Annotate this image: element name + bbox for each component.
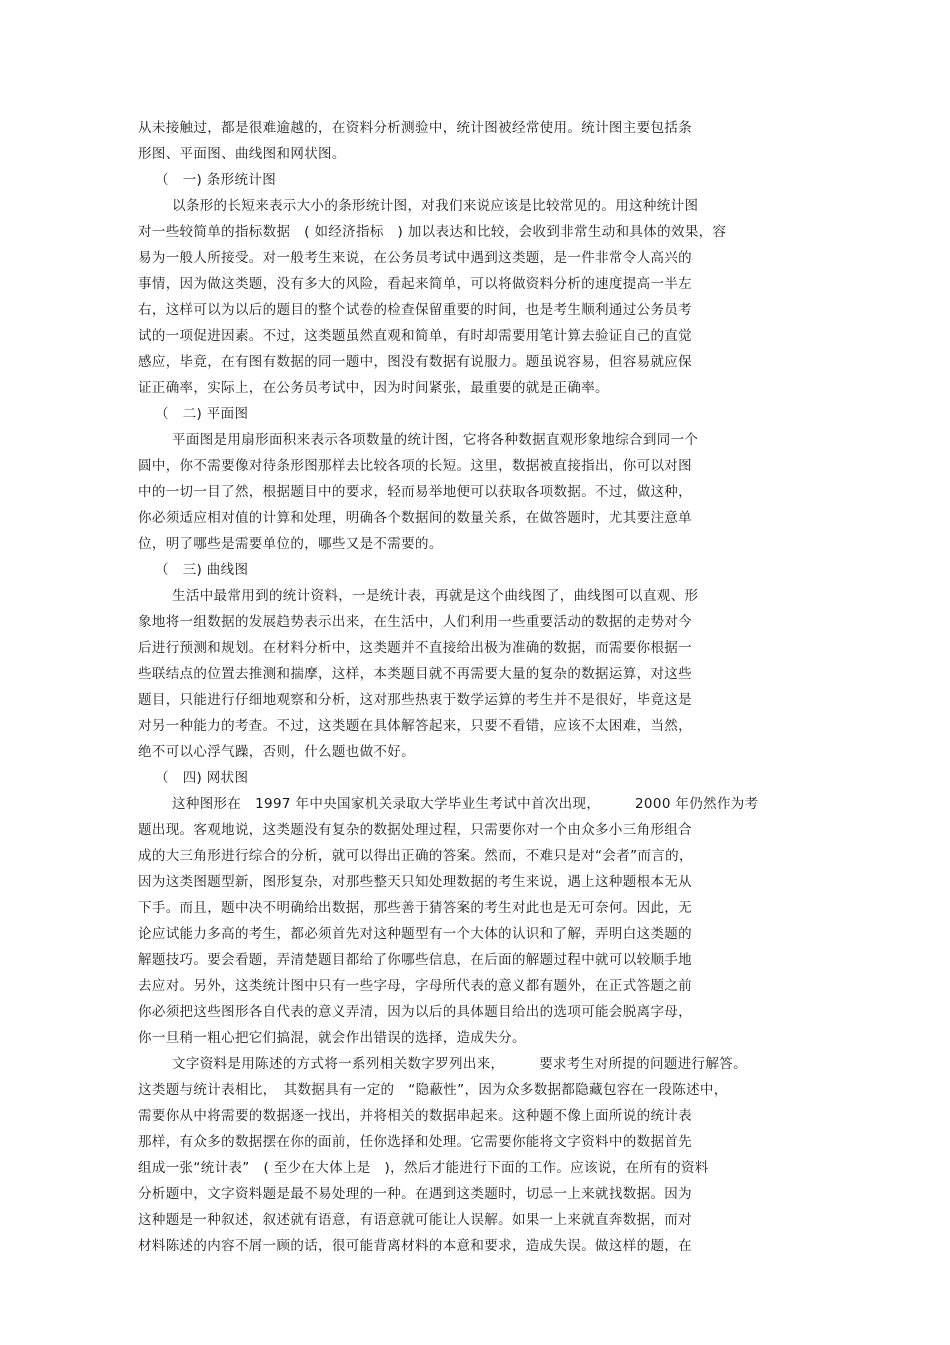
text-line: 证正确率，实际上，在公务员考试中，因为时间紧张，最重要的就是正确率。 <box>138 380 609 396</box>
text-line: 从未接触过，都是很难逾越的，在资料分析测验中，统计图被经常使用。统计图主要包括条 <box>138 120 692 136</box>
text-line: 题出现。客观地说，这类题没有复杂的数据处理过程，只需要你对一个由众多小三角形组合 <box>138 822 692 838</box>
text-line: 去应对。另外，这类统计图中只有一些字母，字母所代表的意义都有题外，在正式答题之前 <box>138 978 692 994</box>
text-line: 绝不可以心浮气躁，否则，什么题也做不好。 <box>138 744 415 760</box>
text-line: 感应，毕竟，在有图有数据的同一题中，图没有数据有说服力。题虽说容易，但容易就应保 <box>138 354 692 370</box>
text-line: 对一些较简单的指标数据 ( 如经济指标 ) 加以表达和比较，会收到非常生动和具体的效果，容 <box>138 224 727 240</box>
text-line: 试的一项促进因素。不过，这类题虽然直观和简单，有时却需要用笔计算去验证自己的直觉 <box>138 328 692 344</box>
paragraph-first-line: 平面图是用扇形面积来表示各项数量的统计图，它将各种数据直观形象地综合到同一个 <box>172 432 699 448</box>
text-line: 材料陈述的内容不屑一顾的话，很可能背离材料的本意和要求，造成失误。做这样的题，在 <box>138 1238 692 1254</box>
section-heading: （ 一) 条形统计图 <box>155 172 277 188</box>
section-heading: （ 四) 网状图 <box>155 770 249 786</box>
text-line: 易为一般人所接受。对一般考生来说，在公务员考试中遇到这类题，是一件非常令人高兴的 <box>138 250 692 266</box>
section-heading: （ 三) 曲线图 <box>155 562 249 578</box>
text-line: 后进行预测和规划。在材料分析中，这类题并不直接给出极为准确的数据，而需要你根据一 <box>138 640 692 656</box>
paragraph-first-line: 文字资料是用陈述的方式将一系列相关数字罗列出来， 要求考生对所提的问题进行解答。 <box>172 1056 747 1072</box>
text-line: 成的大三角形进行综合的分析，就可以得出正确的答案。然而，不难只是对“会者”而言的， <box>138 848 693 864</box>
text-line: 你一旦稍一粗心把它们搞混，就会作出错误的选择，造成失分。 <box>138 1030 526 1046</box>
text-line: 右，这样可以为以后的题目的整个试卷的检查保留重要的时间，也是考生顺利通过公务员考 <box>138 302 692 318</box>
section-heading: （ 二) 平面图 <box>155 406 249 422</box>
paragraph-first-line: 生活中最常用到的统计资料，一是统计表，再就是这个曲线图了，曲线图可以直观、形 <box>172 588 699 604</box>
text-line: 下手。而且，题中决不明确给出数据，那些善于猜答案的考生对此也是无可奈何。因此，无 <box>138 900 692 916</box>
text-line: 分析题中，文字资料题是最不易处理的一种。在遇到这类题时，切忌一上来就找数据。因为 <box>138 1186 692 1202</box>
text-line: 你必须适应相对值的计算和处理，明确各个数据间的数量关系，在做答题时，尤其要注意单 <box>138 510 692 526</box>
text-line: 解题技巧。要会看题，弄清楚题目都给了你哪些信息，在后面的解题过程中就可以较顺手地 <box>138 952 692 968</box>
text-line: 那样，有众多的数据摆在你的面前，任你选择和处理。它需要你能将文字资料中的数据首先 <box>138 1134 692 1150</box>
text-line: 这种题是一种叙述，叙述就有语意，有语意就可能让人误解。如果一上来就直奔数据，而对 <box>138 1212 692 1228</box>
text-line: 中的一切一目了然，根据题目中的要求，轻而易举地便可以获取各项数据。不过，做这种， <box>138 484 692 500</box>
text-line: 些联结点的位置去推测和揣摩，这样，本类题目就不再需要大量的复杂的数据运算，对这些 <box>138 666 692 682</box>
paragraph-first-line: 以条形的长短来表示大小的条形统计图，对我们来说应该是比较常见的。用这种统计图 <box>172 198 699 214</box>
text-line: 圆中，你不需要像对待条形图那样去比较各项的长短。这里，数据被直接指出，你可以对图 <box>138 458 692 474</box>
text-line: 题目，只能进行仔细地观察和分析，这对那些热衷于数学运算的考生并不是很好，毕竟这是 <box>138 692 692 708</box>
text-line: 论应试能力多高的考生，都必须首先对这种题型有一个大体的认识和了解，弄明白这类题的 <box>138 926 692 942</box>
text-line: 因为这类图题型新，图形复杂，对那些整天只知处理数据的考生来说，遇上这种题根本无从 <box>138 874 692 890</box>
text-line: 你必须把这些图形各自代表的意义弄清，因为以后的具体题目给出的选项可能会脱离字母， <box>138 1004 692 1020</box>
text-line: 事情，因为做这类题，没有多大的风险，看起来简单，可以将做资料分析的速度提高一半左 <box>138 276 692 292</box>
text-line: 象地将一组数据的发展趋势表示出来，在生活中，人们利用一些重要活动的数据的走势对今 <box>138 614 692 630</box>
text-line: 对另一种能力的考查。不过，这类题在具体解答起来，只要不看错，应该不太困难，当然， <box>138 718 692 734</box>
text-line: 位，明了哪些是需要单位的，哪些又是不需要的。 <box>138 536 443 552</box>
text-line: 这类题与统计表相比， 其数据具有一定的 “隐蔽性”，因为众多数据都隐藏包容在一段陈述中， <box>138 1082 728 1098</box>
text-line: 需要你从中将需要的数据逐一找出，并将相关的数据串起来。这种题不像上面所说的统计表 <box>138 1108 692 1124</box>
text-line: 组成一张“统计表” ( 至少在大体上是 )，然后才能进行下面的工作。应该说，在所有的资料 <box>138 1160 709 1176</box>
paragraph-first-line: 这种图形在 1997 年中央国家机关录取大学毕业生考试中首次出现， 2000 年仍然作为考 <box>172 796 759 812</box>
text-line: 形图、平面图、曲线图和网状图。 <box>138 146 346 162</box>
